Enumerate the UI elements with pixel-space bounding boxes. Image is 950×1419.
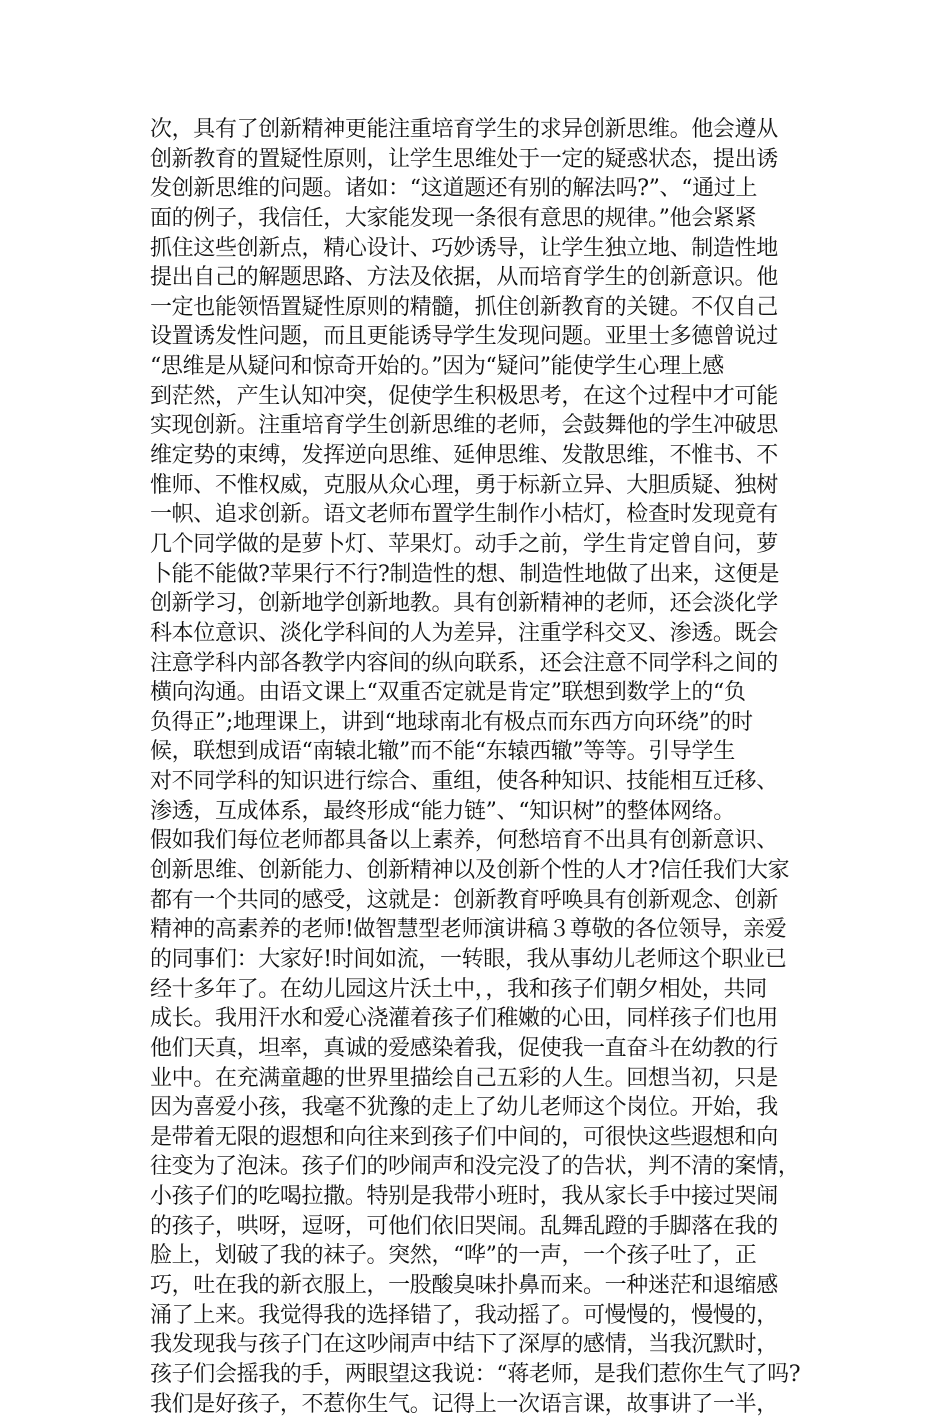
- text-line: 候，联想到成语“南辕北辙”而不能“东辕西辙”等等。引导学生: [150, 739, 735, 765]
- text-line: 到茫然，产生认知冲突，促使学生积极思考，在这个过程中才可能: [150, 383, 778, 409]
- text-line: 提出自己的解题思路、方法及依据，从而培育学生的创新意识。他: [150, 265, 778, 291]
- text-line: “思维是从疑问和惊奇开始的。”因为“疑问”能使学生心理上感: [150, 354, 724, 380]
- text-line: 一定也能领悟置疑性原则的精髓，抓住创新教育的关键。不仅自己: [150, 294, 778, 320]
- text-line: 精神的高素养的老师!做智慧型老师演讲稿３尊敬的各位领导，亲爱: [150, 917, 787, 943]
- text-line: 次，具有了创新精神更能注重培育学生的求异创新思维。他会遵从: [150, 117, 778, 142]
- text-line: 创新学习，创新地学创新地教。具有创新精神的老师，还会淡化学: [150, 591, 778, 617]
- text-line: 创新思维、创新能力、创新精神以及创新个性的人才?信任我们大家: [150, 858, 790, 884]
- text-line: 维定势的束缚，发挥逆向思维、延伸思维、发散思维，不惟书、不: [150, 443, 778, 469]
- text-line: 孩子们会摇我的手，两眼望这我说：“蒋老师，是我们惹你生气了吗?: [150, 1361, 801, 1387]
- text-line: 业中。在充满童趣的世界里描绘自己五彩的人生。回想当初，只是: [150, 1065, 778, 1091]
- text-line: 注意学科内部各教学内容间的纵向联系，还会注意不同学科之间的: [150, 650, 778, 676]
- text-line: 实现创新。注重培育学生创新思维的老师，会鼓舞他的学生冲破思: [150, 413, 778, 439]
- text-line: 卜能不能做?苹果行不行?制造性的想、制造性地做了出来，这便是: [150, 561, 780, 587]
- text-line: 对不同学科的知识进行综合、重组，使各种知识、技能相互迁移、: [150, 769, 778, 795]
- text-line: 惟师、不惟权威，克服从众心理，勇于标新立异、大胆质疑、独树: [150, 472, 778, 498]
- text-line: 往变为了泡沫。孩子们的吵闹声和没完没了的告状，判不清的案情，: [150, 1154, 800, 1180]
- text-line: 的同事们：大家好!时间如流，一转眼，我从事幼儿老师这个职业已: [150, 946, 787, 972]
- text-line: 面的例子，我信任，大家能发现一条很有意思的规律。”他会紧紧: [150, 205, 757, 231]
- text-line: 几个同学做的是萝卜灯、苹果灯。动手之前，学生肯定曾自问，萝: [150, 531, 778, 557]
- text-line: 抓住这些创新点，精心设计、巧妙诱导，让学生独立地、制造性地: [150, 235, 778, 261]
- text-line: 我发现我与孩子门在这吵闹声中结下了深厚的感情，当我沉默时，: [150, 1332, 778, 1358]
- body-text: [150, 115, 810, 1419]
- text-line: 的孩子，哄呀，逗呀，可他们依旧哭闹。乱舞乱蹬的手脚落在我的: [150, 1213, 778, 1239]
- text-line: 他们天真，坦率，真诚的爱感染着我，促使我一直奋斗在幼教的行: [150, 1035, 778, 1061]
- text-line: 都有一个共同的感受，这就是：创新教育呼唤具有创新观念、创新: [150, 887, 778, 913]
- text-line: 设置诱发性问题，而且更能诱导学生发现问题。亚里士多德曾说过: [150, 324, 778, 350]
- text-line: 横向沟通。由语文课上“双重否定就是肯定”联想到数学上的“负: [150, 680, 746, 706]
- text-line: 创新教育的置疑性原则，让学生思维处于一定的疑惑状态，提出诱: [150, 146, 778, 172]
- text-line: 我们是好孩子，不惹你生气。记得上一次语言课，故事讲了一半，: [150, 1391, 778, 1417]
- text-line: 发创新思维的问题。诸如：“这道题还有别的解法吗?”、“通过上: [150, 176, 758, 202]
- text-line: 一帜、追求创新。语文老师布置学生制作小桔灯，检查时发现竟有: [150, 502, 778, 528]
- text-line: 渗透，互成体系，最终形成“能力链”、“知识树”的整体网络。: [150, 798, 735, 824]
- text-line: 因为喜爱小孩，我毫不犹豫的走上了幼儿老师这个岗位。开始，我: [150, 1095, 778, 1121]
- text-line: 脸上，划破了我的袜子。突然，“哗”的一声，一个孩子吐了，正: [150, 1243, 757, 1269]
- text-line: 是带着无限的遐想和向往来到孩子们中间的，可很快这些遐想和向: [150, 1124, 778, 1150]
- text-line: 经十多年了。在幼儿园这片沃土中，，我和孩子们朝夕相处，共同: [150, 976, 767, 1002]
- text-line: 假如我们每位老师都具备以上素养，何愁培育不出具有创新意识、: [150, 828, 778, 854]
- text-line: 负得正”;地理课上，讲到“地球南北有极点而东西方向环绕”的时: [150, 709, 753, 735]
- text-line: 科本位意识、淡化学科间的人为差异，注重学科交叉、渗透。既会: [150, 620, 778, 646]
- text-line: 涌了上来。我觉得我的选择错了，我动摇了。可慢慢的，慢慢的，: [150, 1302, 778, 1328]
- text-line: 小孩子们的吃喝拉撒。特别是我带小班时，我从家长手中接过哭闹: [150, 1184, 778, 1210]
- text-line: 巧，吐在我的新衣服上，一股酸臭味扑鼻而来。一种迷茫和退缩感: [150, 1272, 778, 1298]
- text-line: 成长。我用汗水和爱心浇灌着孩子们稚嫩的心田，同样孩子们也用: [150, 1006, 778, 1032]
